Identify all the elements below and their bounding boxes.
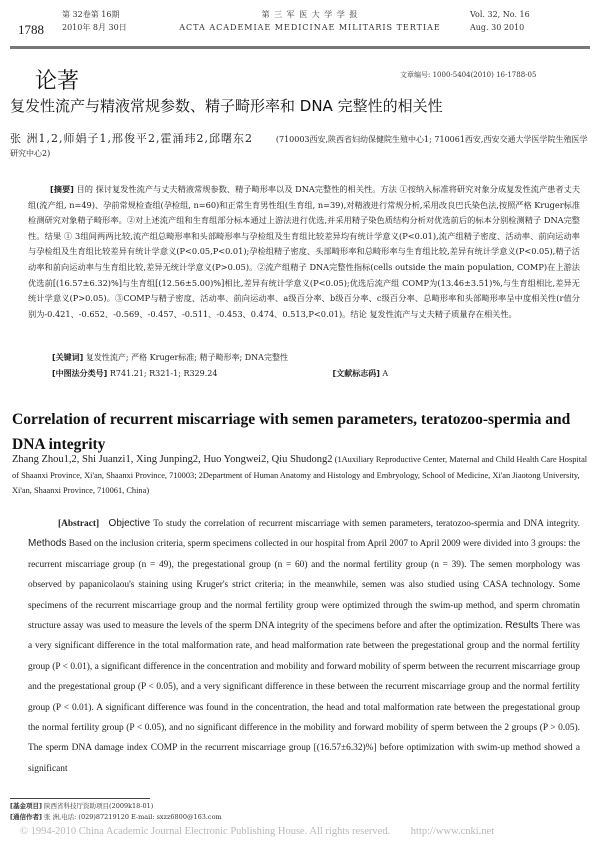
abstract-en [28, 514, 580, 779]
results-text: There was a very significant difference in the total malformation rate, and head malformation rate between the pregestational group and the normal fertility group (P < 0.01), a significant difference in the concentration and mobility and forward mobility of sperm between the recurrent miscarriage group and the pregestational group (P < 0.05), and a very significant difference in these between the recurrent miscarriage group and the normal fertility group (P < 0.01). A significant difference was found in the concentration, the head and total malformation rate between the pregestational group the normal fertility group (P < 0.05), and no significant difference in the mobility and forward mobility of sperm between the 2 groups (P > 0.05). The sperm DNA damage index COMP in the recurrent miscarriage group [(16.57±6.32)%] before optimization with swim-up method showed a significant [28, 621, 580, 774]
abstract-cn-label: [摘要] [50, 184, 74, 194]
copyright-watermark [20, 826, 580, 837]
footnotes [10, 801, 222, 823]
keywords-text: 复发性流产; 严格 Kruger标准; 精子畸形率; DNA完整性 [85, 353, 288, 362]
header-divider [10, 46, 590, 49]
corresponding-author-label: [通信作者] [10, 813, 42, 821]
section-label: 论著 [35, 69, 80, 94]
title-cn: 复发性流产与精液常规参数、精子畸形率和 DNA 完整性的相关性 [10, 97, 443, 115]
title-en: Correlation of recurrent miscarriage with semen parameters, teratozoo-spermia and DNA integrity [12, 411, 571, 453]
doc-code-value: A [382, 369, 389, 378]
header-issue-en [470, 8, 530, 34]
clc-label: [中图法分类号] [52, 369, 108, 378]
page-number: 1788 [18, 22, 44, 37]
doc-code-label: [文献标志码] [332, 369, 380, 378]
abstract-cn [28, 182, 580, 322]
author-names-cn: 张 洲1,2,师娟子1,邢俊平2,霍涌玮2,邱曙东2 [10, 132, 253, 145]
objective-label: Objective [108, 518, 151, 529]
journal-name-en: ACTA ACADEMIAE MEDICINAE MILITARIS TERTIAE [179, 23, 441, 32]
author-names-en: Zhang Zhou1,2, Shi Juanzi1, Xing Junping2, Huo Yongwei2, Qiu Shudong2 [12, 454, 333, 465]
cnki-link[interactable]: http://www.cnki.net [410, 826, 495, 837]
footnote-divider [10, 798, 150, 799]
corresponding-author-text: 张 洲,电话: (029)87219120 E-mail: sxzz6800@163.com [44, 813, 222, 821]
header-issue-cn [62, 8, 127, 34]
date-en: Aug. 30 2010 [470, 23, 525, 32]
fund-text: 陕西省科技厅资助项目(2009k18-01) [44, 802, 154, 810]
abstract-en-label: [Abstract] [58, 519, 100, 529]
fund-label: [基金项目] [10, 802, 42, 810]
journal-name [160, 8, 460, 34]
authors-cn [10, 132, 590, 161]
article-number: 文章编号: 1000-5404(2010) 16-1788-05 [400, 71, 537, 79]
affiliation-en: (1Auxiliary Reproductive Center, Maternal and Child Health Care Hospital of Shaanxi Province, Xi'an, Shaanxi Province, 710003; 2Department of Human Anatomy and Histology and Embryology, School of Medicine, Xi'an Jiaotong University, Xi'an, Shaanxi Province, 710061, China) [12, 455, 588, 495]
authors-en [12, 452, 588, 499]
copyright-text: © 1994-2010 China Academic Journal Electronic Publishing House. All rights reserved. [20, 826, 391, 837]
keywords-block [52, 350, 388, 382]
keywords-label: [关键词] [52, 353, 84, 362]
journal-name-cn: 第 三 军 医 大 学 学 报 [261, 10, 359, 19]
clc-value: R741.21; R321-1; R329.24 [109, 369, 218, 378]
affiliation-cn: (710003西安,陕西省妇幼保健院生殖中心1; 710061西安,西安交通大学医学院生殖医学研究中心2) [10, 135, 588, 158]
objective-text: To study the correlation of recurrent miscarriage with semen parameters, teratozoo-spermia and DNA integrity. [153, 519, 580, 529]
results-label: Results [505, 620, 539, 632]
methods-text: Based on the inclusion criteria, sperm specimens collected in our hospital from April 2007 to April 2009 were divided into 3 groups: the recurrent miscarriage group (n = 49), the pregestational group (n = 60) and the normal fertility group (n = 39). The semen morphology was observed by papanicolaou's staining using Kruger's strict criteria; in the meanwhile, semen was also studied using CASA technology. Some specimens of the recurrent miscarriage group and the normal fertility group were optimized through the swim-up method, and sperm chromatin structure assay was used to measure the levels of the sperm DNA integrity of the specimens before and after the optimization. [28, 539, 580, 632]
abstract-cn-text: 目的 探讨复发性流产与丈夫精液常规参数、精子畸形率以及 DNA完整性的相关性。方法 ①按纳入标准将研究对象分成复发性流产患者丈夫组(流产组, n=49)、孕前常规检查组(孕检组, n=60)和正常生育男性组(生育组, n=39),对精液进行常规分析,采用改良巴氏染色法,按照严格 Kruger标准检测研究对象精子畸形率。②对上述流产组和生育组部分标本通过上游法进行优选,并采用精子染色质结构分析对优选前后的标本分别检测精子 DNA完整性。结果 ① 3组间两两比较,流产组总畸形率和头部畸形率与孕检组及生育组比较差异均有统计学意义(P<0.01),流产组精子密度、活动率、前向运动率与孕检组及生育组比较差异有统计学意义(P<0.05,P<0.01);孕检组精子密度、头部畸形率和总畸形率与生育组比较,差异有统计学意义(P<0.05),精子活动率和前向运动率与生育组比较,差异无统计学意义(P>0.05)。②流产组精子 DNA完整性指标(cells outside the main population, COMP)在上游法优选前[(16.57±6.32)%]与生育组[(12.56±5.00)%]相比,差异有统计学意义(P<0.05);优选后流产组 COMP为(13.46±3.51)%,与生育组相比,差异无统计学意义(P>0.05)。③COMP与精子密度、活动率、前向运动率、a级百分率、b级百分率、c级百分率、总畸形率和头部畸形率呈中度相关性(r值分别为-0.421、-0.652、-0.569、-0.457、-0.511、-0.453、0.474、0.513,P<0.01)。结论 复发性流产与丈夫精子质量存在相关性。 [28, 184, 581, 319]
volume-en: Vol. 32, No. 16 [470, 10, 530, 19]
date-cn: 2010年 8月 30日 [62, 23, 127, 32]
volume-cn: 第 32卷第 16期 [62, 10, 120, 19]
methods-label: Methods [28, 538, 67, 550]
